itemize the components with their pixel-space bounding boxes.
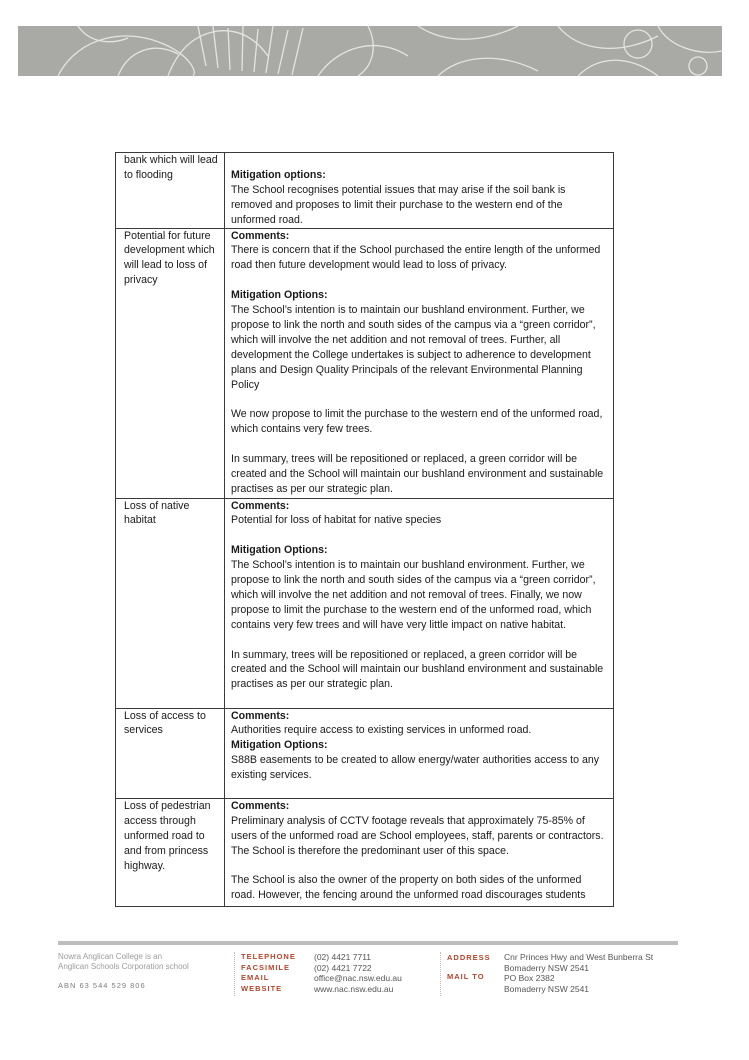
paragraph-gap [231, 437, 607, 452]
section-heading: Comments: [231, 499, 290, 512]
address-labels [447, 953, 491, 981]
table-row [116, 228, 614, 498]
details-cell [225, 798, 614, 906]
abn: ABN 63 544 529 806 [58, 981, 146, 990]
paragraph-gap [231, 633, 607, 648]
issue-cell: Loss of access to services [116, 708, 225, 798]
paragraph: The School’s intention is to maintain our bushland environment. Further, we propose to link the north and south sides of the campus via a “green corridor”, which will involve the net addition and not removal of trees. Further, all development the College undertakes is subject to adherence to development plans and Design Quality Principals of the relevant Environmental Planning Policy [231, 304, 596, 391]
email-link[interactable]: office@nac.nsw.edu.au [314, 973, 402, 983]
paragraph: In summary, trees will be repositioned or replaced, a green corridor will be created and the School will maintain our bushland environment and sustainable practises as per our strategic plan. [231, 453, 604, 495]
details-cell [225, 708, 614, 798]
paragraph-gap [231, 859, 607, 874]
address-line-1: Cnr Princes Hwy and West Bunberra St [504, 952, 654, 962]
section-heading: Mitigation Options: [231, 739, 328, 752]
paragraph-gap [231, 273, 607, 288]
paragraph: The School is also the owner of the property on both sides of the unformed road. However, the fencing around the unformed road discourages students [231, 874, 586, 902]
org-line-1: Nowra Anglican College is an [58, 952, 163, 961]
telephone-value: (02) 4421 7711 [314, 952, 372, 962]
paragraph-gap [231, 783, 607, 798]
paragraph: There is concern that if the School purchased the entire length of the unformed road then future development would lead to loss of privacy. [231, 244, 601, 272]
facsimile-label: FACSIMILE [241, 962, 291, 972]
footer-dotted-divider [440, 952, 442, 996]
details-cell [225, 498, 614, 708]
website-label: WEBSITE [241, 983, 283, 993]
waratah-flower-graphic [18, 26, 722, 76]
paragraph: Preliminary analysis of CCTV footage reveals that approximately 75-85% of users of the unformed road are School employees, staff, parents or contractors. The School is therefore the predominant user of this space. [231, 814, 604, 857]
telephone-label: TELEPHONE [241, 952, 296, 961]
paragraph: In summary, trees will be repositioned or replaced, a green corridor will be created and the School will maintain our bushland environment and sustainable practises as per our strategic plan. [231, 648, 604, 691]
section-heading: Mitigation Options: [231, 289, 328, 302]
issues-table [115, 152, 614, 907]
header-banner [18, 26, 722, 76]
paragraph-gap [231, 153, 607, 168]
paragraph-gap [231, 392, 607, 407]
paragraph: The School’s intention is to maintain our bushland environment. Further, we propose to link the north and south sides of the campus via a “green corridor”, which will involve the net addition and not removal of trees. Finally, we now propose to limit the purchase to the western end of the unformed road, which contains very few trees and will have very little impact on native habitat. [231, 559, 596, 631]
address-values [504, 952, 653, 994]
issue-cell: Loss of pedestrian access through unformed road to and from princess highway. [116, 798, 225, 906]
table-row [116, 708, 614, 798]
footer-dotted-divider [234, 952, 236, 996]
paragraph: Potential for loss of habitat for native species [231, 514, 442, 527]
details-cell [225, 153, 614, 229]
table-row [116, 798, 614, 906]
issue-cell: Loss of native habitat [116, 498, 225, 708]
paragraph: The School recognises potential issues that may arise if the soil bank is removed and proposes to limit their purchase to the western end of the unformed road. [231, 183, 566, 226]
section-heading: Comments: [231, 709, 290, 722]
contact-values [314, 952, 402, 994]
mailto-label: MAIL TO [447, 972, 485, 981]
footer-organisation [58, 952, 228, 991]
table-row [116, 498, 614, 708]
paragraph: We now propose to limit the purchase to the western end of the unformed road, which contains very few trees. [231, 408, 603, 436]
section-heading: Comments: [231, 229, 290, 242]
paragraph-gap [231, 528, 607, 543]
footer [58, 940, 678, 1010]
facsimile-value: (02) 4421 7722 [314, 962, 372, 973]
address-label: ADDRESS [447, 953, 491, 962]
org-line-2: Anglican Schools Corporation school [58, 962, 189, 971]
contact-labels [241, 952, 296, 994]
paragraph: S88B easements to be created to allow energy/water authorities access to any existing services. [231, 754, 600, 782]
issue-cell: Potential for future development which will lead to loss of privacy [116, 228, 225, 498]
section-heading: Mitigation options: [231, 168, 326, 181]
section-heading: Comments: [231, 799, 290, 812]
issue-cell: bank which will lead to flooding [116, 153, 225, 229]
website-link[interactable]: www.nac.nsw.edu.au [314, 983, 394, 994]
table-row [116, 153, 614, 229]
mail-line-2: Bomaderry NSW 2541 [504, 983, 590, 994]
paragraph: Authorities require access to existing services in unformed road. [231, 724, 532, 737]
section-heading: Mitigation Options: [231, 544, 328, 557]
details-cell [225, 228, 614, 498]
mail-line-1: PO Box 2382 [504, 973, 555, 983]
address-line-2: Bomaderry NSW 2541 [504, 962, 590, 973]
email-label: EMAIL [241, 973, 270, 982]
